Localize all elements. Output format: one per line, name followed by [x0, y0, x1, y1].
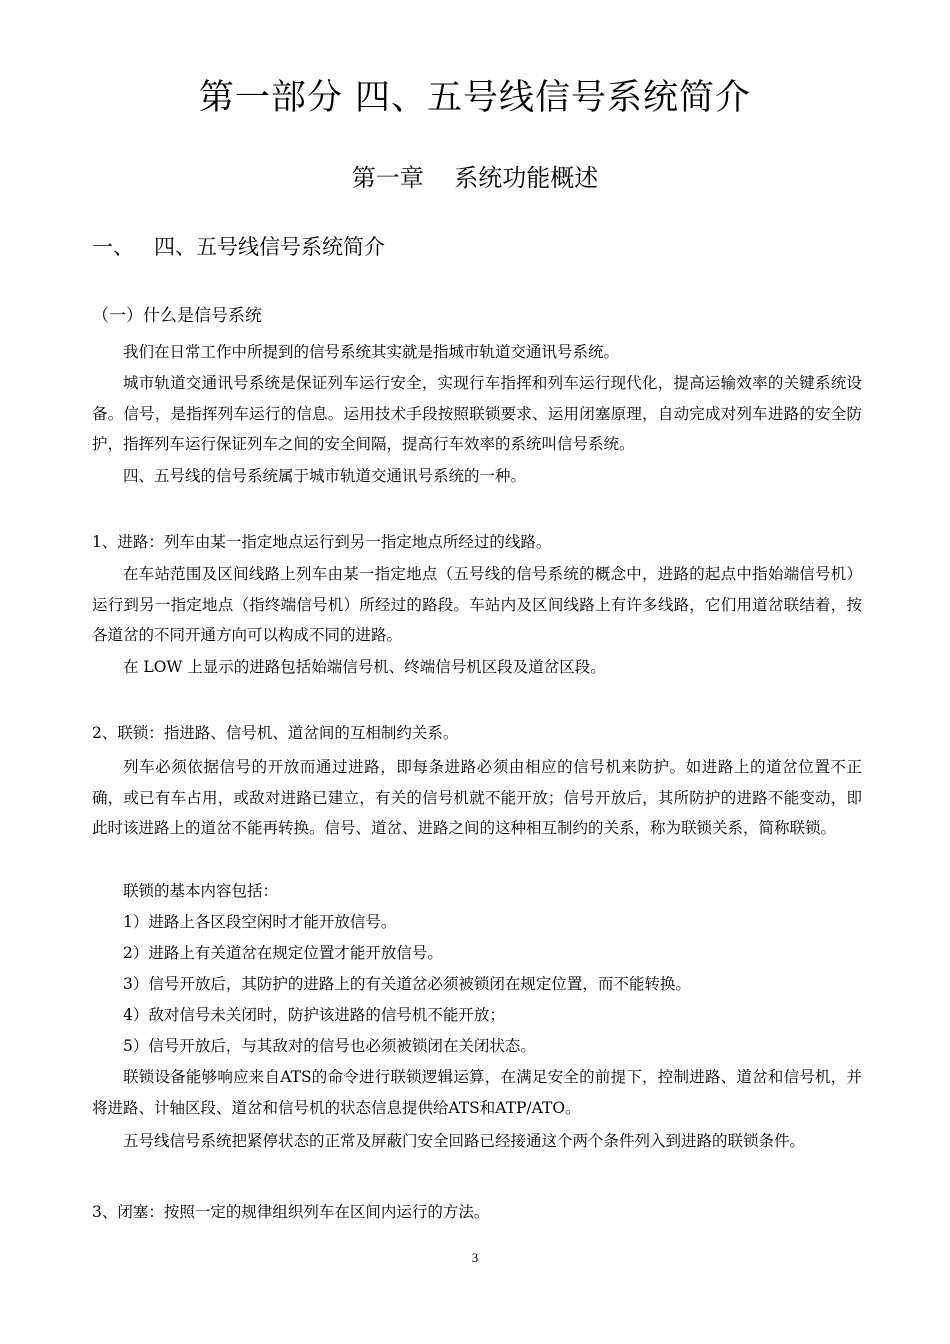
part-title: 第一部分 四、五号线信号系统简介: [198, 78, 752, 118]
item-blocking-heading: 3、闭塞：按照一定的规律组织列车在区间内运行的方法。: [92, 1203, 490, 1221]
list-item: 1）进路上各区段空闲时才能开放信号。: [123, 913, 397, 931]
paragraph-signal-system-description: 城市轨道交通讯号系统是保证列车运行安全，实现行车指挥和列车运行现代化，提高运输效率的关键系统设备。信号，是指挥列车运行的信息。运用技术手段按照联锁要求、运用闭塞原理，自动完成对列车进路的安全防护，指挥列车运行保证列车之间的安全间隔，提高行车效率的系统叫信号系统。: [92, 374, 862, 453]
section-title: 一、 四、五号线信号系统简介: [92, 235, 386, 259]
chapter-title: 第一章 系统功能概述: [351, 164, 599, 192]
paragraph-interlocking-contents: 联锁的基本内容包括：: [123, 882, 279, 900]
paragraph-interlocking-description: 列车必须依据信号的开放而通过进路，即每条进路必须由相应的信号机来防护。如进路上的道岔位置不正确，或已有车占用，或敌对进路已建立，有关的信号机就不能开放；信号开放后，其所防护的进路不能变动，即此时该进路上的道岔不能再转换。信号、道岔、进路之间的这种相互制约的关系，称为联锁关系，简称联锁。: [92, 758, 862, 837]
item-route-heading: 1、进路：列车由某一指定地点运行到另一指定地点所经过的线路。: [92, 533, 552, 551]
subsection-title: （一）什么是信号系统: [92, 306, 262, 326]
paragraph-route-low: 在 LOW 上显示的进路包括始端信号机、终端信号机区段及道岔区段。: [123, 658, 606, 676]
list-item: 5）信号开放后，与其敌对的信号也必须被锁闭在关闭状态。: [123, 1037, 536, 1055]
list-item: 3）信号开放后，其防护的进路上的有关道岔必须被锁闭在规定位置，而不能转换。: [123, 975, 691, 993]
list-item: 4）敌对信号未关闭时，防护该进路的信号机不能开放；: [123, 1006, 505, 1024]
paragraph-signal-definition: 我们在日常工作中所提到的信号系统其实就是指城市轨道交通讯号系统。: [123, 343, 620, 361]
paragraph-line-signal-system: 四、五号线的信号系统属于城市轨道交通讯号系统的一种。: [123, 467, 527, 485]
item-interlocking-heading: 2、联锁：指进路、信号机、道岔间的互相制约关系。: [92, 724, 459, 742]
paragraph-route-description: 在车站范围及区间线路上列车由某一指定地点（五号线的信号系统的概念中，进路的起点中指始端信号机）运行到另一指定地点（指终端信号机）所经过的路段。车站内及区间线路上有许多线路，它们用道岔联结着，按各道岔的不同开通方向可以构成不同的进路。: [92, 565, 862, 644]
paragraph-line5-interlocking-conditions: 五号线信号系统把紧停状态的正常及屏蔽门安全回路已经接通这个两个条件列入到进路的联锁条件。: [123, 1132, 806, 1150]
page-number: 3: [471, 1250, 479, 1265]
paragraph-interlocking-equipment: 联锁设备能够响应来自ATS的命令进行联锁逻辑运算，在满足安全的前提下，控制进路、道岔和信号机，并将进路、计轴区段、道岔和信号机的状态信息提供给ATS和ATP/ATO。: [92, 1068, 862, 1117]
list-item: 2）进路上有关道岔在规定位置才能开放信号。: [123, 944, 443, 962]
